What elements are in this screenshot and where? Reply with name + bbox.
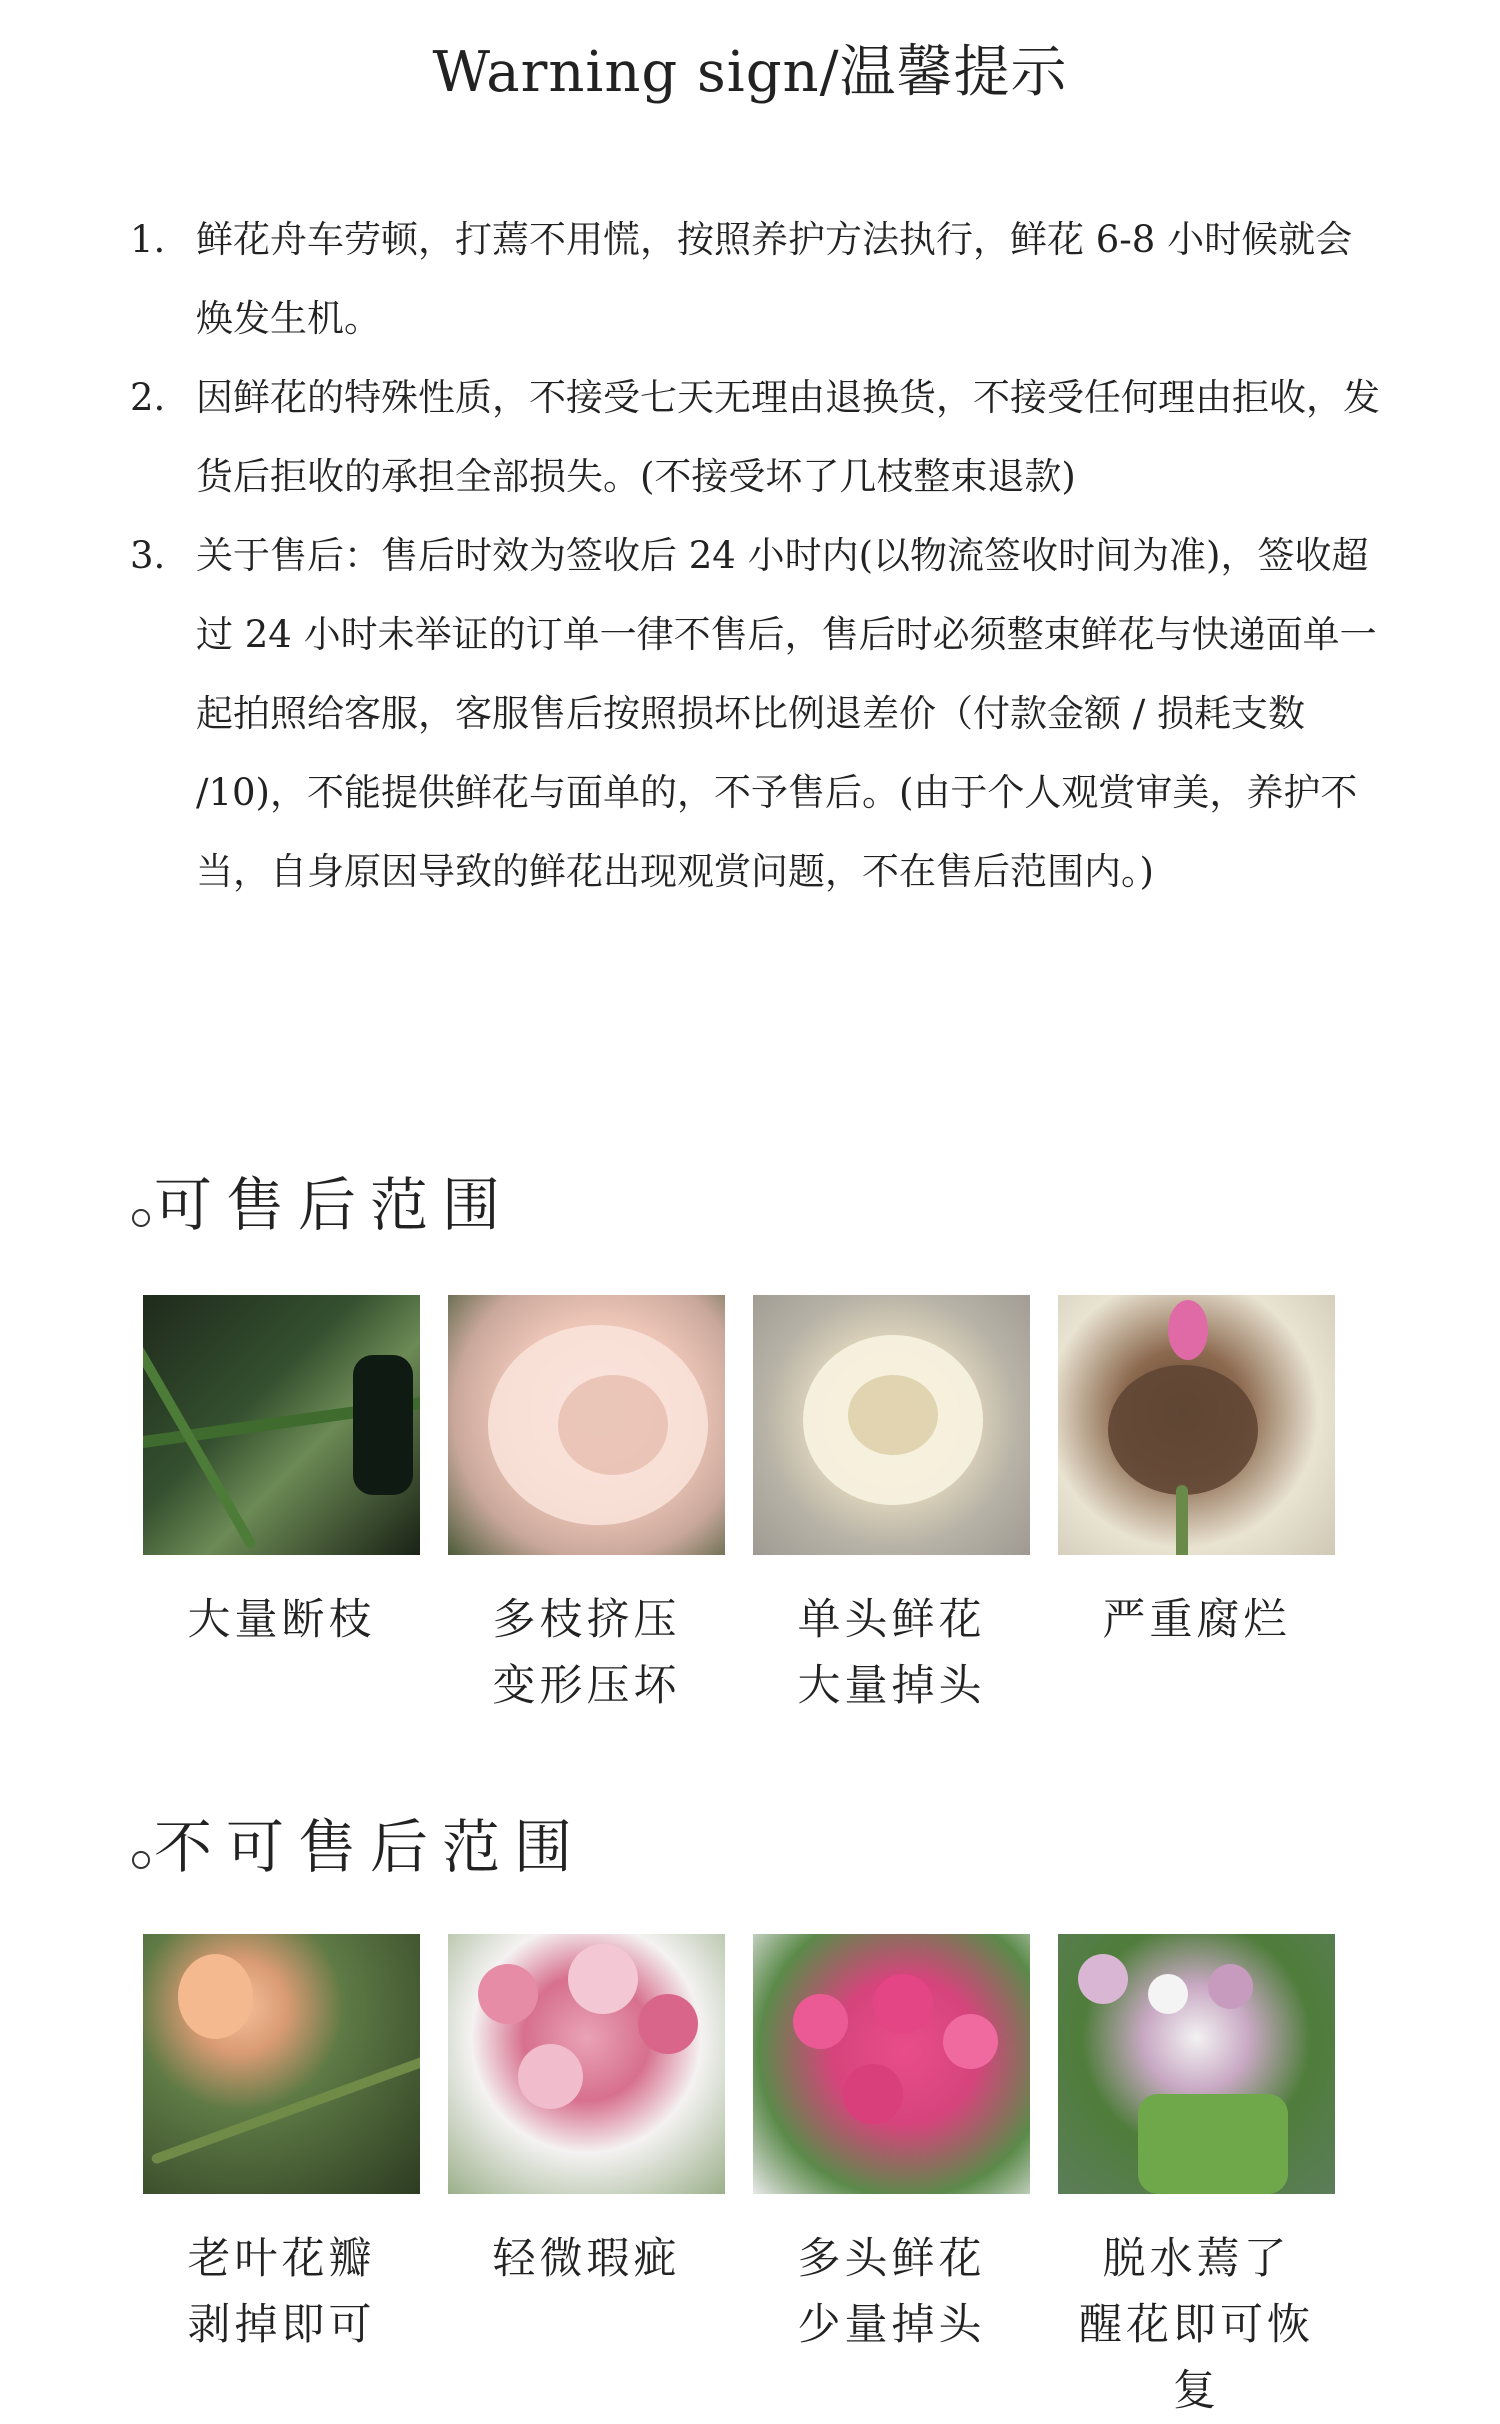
notice-text: 关于售后：售后时效为签收后 24 小时内(以物流签收时间为准)，签收超过 24 小时未举证的订单一律不售后，售后时必须整束鲜花与快递面单一起拍照给客服，客服售后按照损坏比例退差价（付款金额 / 损耗支数 /10)，不能提供鲜花与面单的，不予售后。(由于个人观赏审美，养护不当，自身原因导致的鲜花出现观赏问题，不在售后范围内。) bbox=[196, 534, 1377, 893]
case-card bbox=[143, 1295, 420, 1719]
case-caption: 严重腐烂 bbox=[1102, 1595, 1291, 1645]
wilted-flower-photo bbox=[1058, 1934, 1335, 2194]
notice-item-3 bbox=[130, 516, 1380, 911]
section-title-text: 可售后范围 bbox=[154, 1171, 515, 1239]
notice-number: 2. bbox=[130, 376, 166, 419]
case-card bbox=[1058, 1934, 1335, 2424]
crushed-flower-photo bbox=[448, 1295, 725, 1555]
section-title-text: 不可售后范围 bbox=[154, 1813, 587, 1881]
case-caption: 轻微瑕疵 bbox=[492, 2234, 681, 2284]
notice-list bbox=[130, 200, 1380, 911]
case-card bbox=[753, 1295, 1030, 1719]
case-card bbox=[143, 1934, 420, 2424]
notice-text: 鲜花舟车劳顿，打蔫不用慌，按照养护方法执行，鲜花 6-8 小时候就会焕发生机。 bbox=[196, 218, 1353, 340]
broken-stems-photo bbox=[143, 1295, 420, 1555]
case-caption: 多头鲜花 少量掉头 bbox=[797, 2234, 986, 2350]
case-caption: 脱水蔫了 醒花即可恢复 bbox=[1079, 2234, 1314, 2416]
bullet-dot-icon bbox=[132, 1209, 150, 1227]
notice-item-1 bbox=[130, 200, 1380, 358]
multi-head-photo bbox=[753, 1934, 1030, 2194]
section-title-eligible bbox=[132, 1158, 514, 1242]
case-caption: 多枝挤压 变形压坏 bbox=[492, 1595, 681, 1711]
section-title-ineligible bbox=[132, 1800, 586, 1884]
ineligible-grid bbox=[143, 1934, 1335, 2424]
notice-number: 3. bbox=[130, 534, 166, 577]
old-petals-photo bbox=[143, 1934, 420, 2194]
case-caption: 老叶花瓣 剥掉即可 bbox=[187, 2234, 376, 2350]
notice-number: 1. bbox=[130, 218, 166, 261]
eligible-grid bbox=[143, 1295, 1335, 1719]
case-card bbox=[448, 1295, 725, 1719]
case-card bbox=[753, 1934, 1030, 2424]
rotten-flower-photo bbox=[1058, 1295, 1335, 1555]
case-card bbox=[1058, 1295, 1335, 1719]
minor-flaw-photo bbox=[448, 1934, 725, 2194]
fallen-head-photo bbox=[753, 1295, 1030, 1555]
case-caption: 大量断枝 bbox=[187, 1595, 376, 1645]
case-card bbox=[448, 1934, 725, 2424]
case-caption: 单头鲜花 大量掉头 bbox=[797, 1595, 986, 1711]
page-title: Warning sign/温馨提示 bbox=[432, 40, 1068, 105]
notice-item-2 bbox=[130, 358, 1380, 516]
notice-text: 因鲜花的特殊性质，不接受七天无理由退换货，不接受任何理由拒收，发货后拒收的承担全部损失。(不接受坏了几枝整束退款) bbox=[196, 376, 1380, 498]
bullet-dot-icon bbox=[132, 1851, 150, 1869]
